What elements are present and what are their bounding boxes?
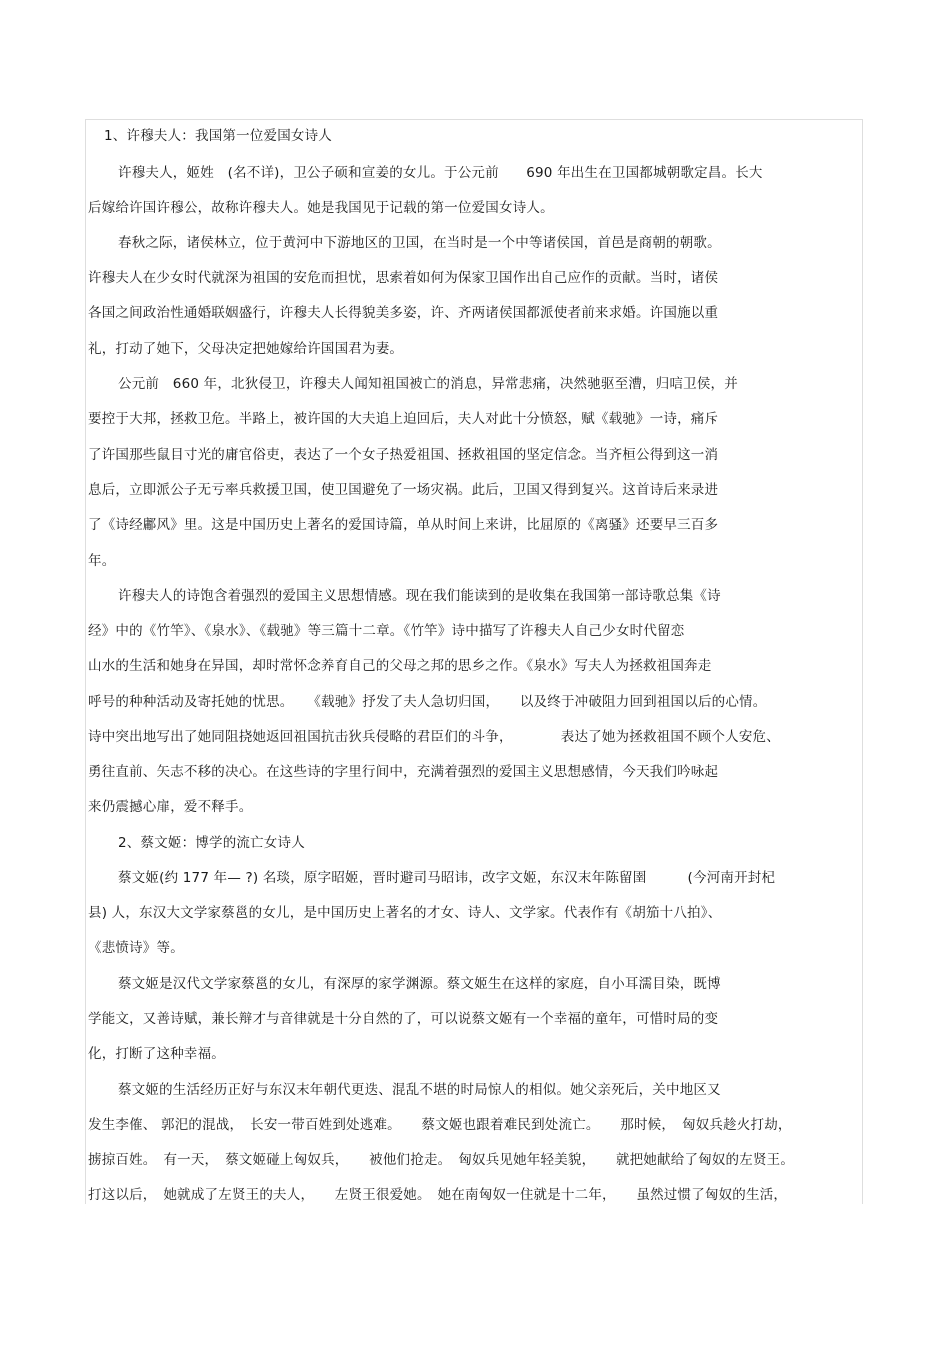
paragraph-line: 了《诗经鄘风》里。这是中国历史上著名的爱国诗篇，单从时间上来讲，比屈原的《离骚》还要早三百多: [88, 517, 719, 533]
paragraph-line: 年。: [88, 553, 116, 569]
paragraph-line: 发生李傕、 郭汜的混战， 长安一带百姓到处逃难。 蔡文姬也跟着难民到处流亡。 那时候， 匈奴兵趁火打劫，: [88, 1117, 792, 1133]
section-heading-xu-mu: 1、许穆夫人：我国第一位爱国女诗人: [104, 128, 332, 144]
paragraph-line: 打这以后， 她就成了左贤王的夫人， 左贤王很爱她。 她在南匈奴一住就是十二年， 虽然过惯了匈奴的生活，: [88, 1187, 788, 1203]
paragraph-line: 勇往直前、矢志不移的决心。在这些诗的字里行间中，充满着强烈的爱国主义思想感情，今天我们吟咏起: [88, 764, 719, 780]
paragraph-line: 县) 人，东汉大文学家蔡邕的女儿，是中国历史上著名的才女、诗人、文学家。代表作有《胡笳十八拍》、: [88, 905, 722, 921]
paragraph-line: 许穆夫人在少女时代就深为祖国的安危而担忧，思索着如何为保家卫国作出自己应作的贡献。当时，诸侯: [88, 270, 719, 286]
paragraph-line: 山水的生活和她身在异国，却时常怀念养育自己的父母之邦的思乡之作。《泉水》写夫人为拯救祖国奔走: [88, 658, 712, 674]
paragraph-line: 化，打断了这种幸福。: [88, 1046, 225, 1062]
paragraph-line: 蔡文姬的生活经历正好与东汉末年朝代更迭、混乱不堪的时局惊人的相似。她父亲死后，关中地区又: [118, 1082, 721, 1098]
paragraph-line: 许穆夫人的诗饱含着强烈的爱国主义思想情感。现在我们能读到的是收集在我国第一部诗歌总集《诗: [118, 588, 721, 604]
paragraph-line: 来仍震撼心扉，爱不释手。: [88, 799, 253, 815]
paragraph-line: 要控于大邦，拯救卫危。半路上，被许国的大夫追上迫回后，夫人对此十分愤怒，赋《载驰》一诗，痛斥: [88, 411, 719, 427]
paragraph-line: 学能文，又善诗赋，兼长辩才与音律就是十分自然的了，可以说蔡文姬有一个幸福的童年，可惜时局的变: [88, 1011, 719, 1027]
paragraph-line: 《悲愤诗》等。: [88, 940, 184, 956]
paragraph-line: 呼号的种种活动及寄托她的忧思。 《载驰》抒发了夫人急切归国， 以及终于冲破阻力回到祖国以后的心情。: [88, 694, 767, 710]
paragraph-line: 蔡文姬(约 177 年— ?) 名琰，原字昭姬，晋时避司马昭讳，改字文姬，东汉末年陈留圉 (今河南开封杞: [118, 870, 776, 886]
paragraph-line: 经》中的《竹竿》、《泉水》、《载驰》等三篇十二章。《竹竿》诗中描写了许穆夫人自己少女时代留恋: [88, 623, 685, 639]
section-heading-cai-wenji: 2、蔡文姬：博学的流亡女诗人: [118, 835, 305, 851]
paragraph-line: 许穆夫人，姬姓 (名不详)，卫公子硕和宣姜的女儿。于公元前 690 年出生在卫国都城朝歌定昌。长大: [118, 165, 763, 181]
paragraph-line: 了许国那些鼠目寸光的庸官俗吏，表达了一个女子热爱祖国、拯救祖国的坚定信念。当齐桓公得到这一消: [88, 447, 719, 463]
paragraph-line: 诗中突出地写出了她同阻挠她返回祖国抗击狄兵侵略的君臣们的斗争， 表达了她为拯救祖国不顾个人安危、: [88, 729, 780, 745]
paragraph-line: 后嫁给许国许穆公，故称许穆夫人。她是我国见于记载的第一位爱国女诗人。: [88, 200, 554, 216]
paragraph-line: 蔡文姬是汉代文学家蔡邕的女儿，有深厚的家学渊源。蔡文姬生在这样的家庭，自小耳濡目染，既博: [118, 976, 721, 992]
paragraph-line: 公元前 660 年，北狄侵卫，许穆夫人闻知祖国被亡的消息，异常悲痛，决然驰驱至漕，归唁卫侯，并: [118, 376, 738, 392]
paragraph-line: 息后，立即派公子无亏率兵救援卫国，使卫国避免了一场灾祸。此后，卫国又得到复兴。这首诗后来录进: [88, 482, 719, 498]
paragraph-line: 春秋之际，诸侯林立，位于黄河中下游地区的卫国，在当时是一个中等诸侯国，首邑是商朝的朝歌。: [118, 235, 721, 251]
paragraph-line: 各国之间政治性通婚联姻盛行，许穆夫人长得貌美多姿，许、齐两诸侯国都派使者前来求婚。许国施以重: [88, 305, 719, 321]
paragraph-line: 掳掠百姓。 有一天， 蔡文姬碰上匈奴兵， 被他们抢走。 匈奴兵见她年轻美貌， 就把她献给了匈奴的左贤王。: [88, 1152, 795, 1168]
paragraph-line: 礼，打动了她下，父母决定把她嫁给许国国君为妻。: [88, 341, 404, 357]
